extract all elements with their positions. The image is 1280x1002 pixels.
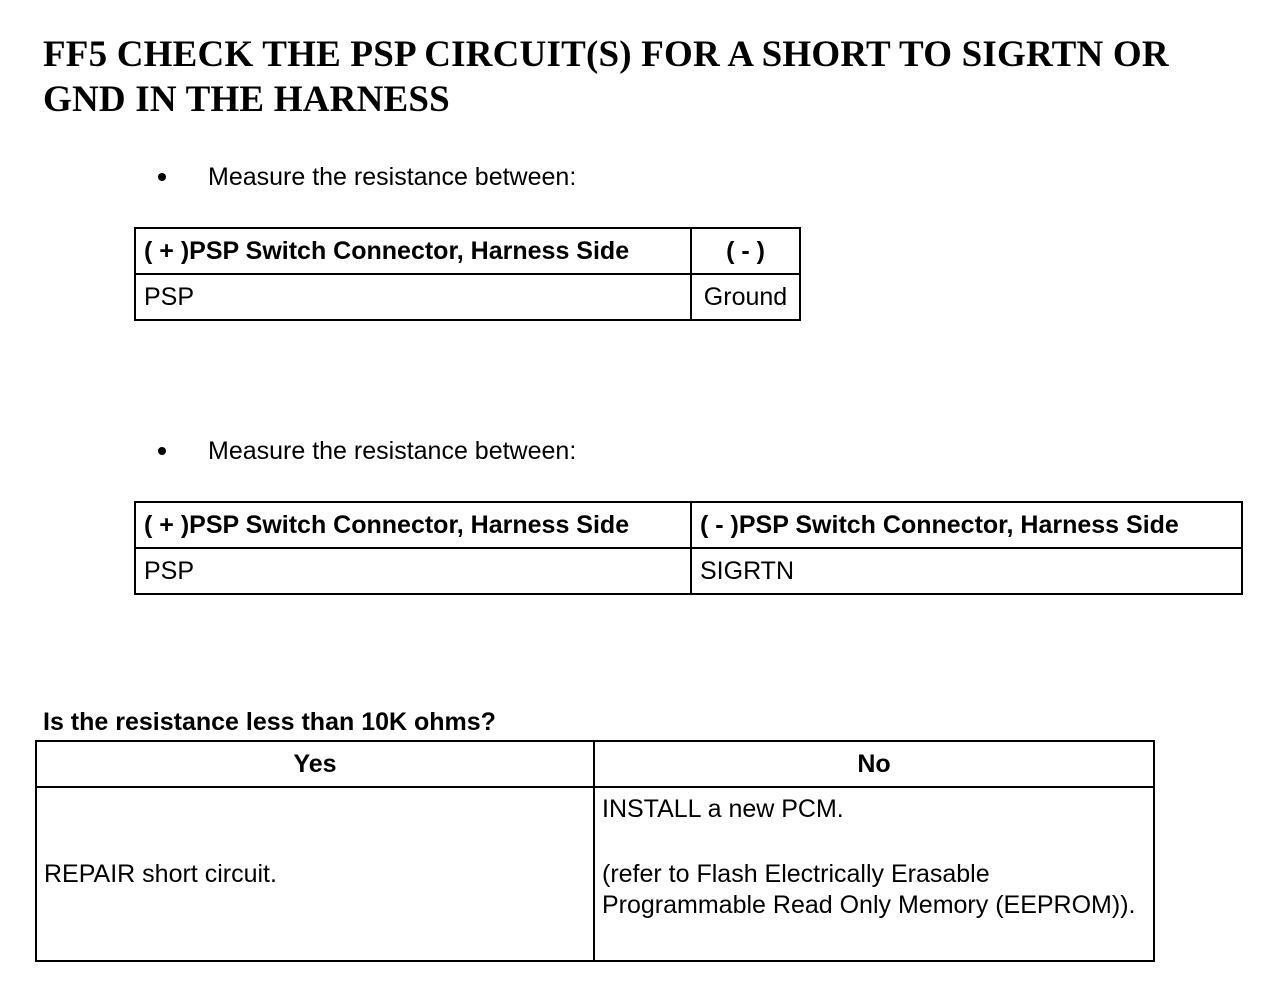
title-line-1: FF5 CHECK THE PSP CIRCUIT(S) FOR A SHORT TO SIGRTN OR (43, 34, 1169, 75)
answer-row (36, 787, 1154, 961)
page-title (43, 32, 1263, 122)
cell-negative: SIGRTN (691, 548, 1242, 594)
column-header-negative: ( - )PSP Switch Connector, Harness Side (691, 502, 1242, 548)
no-header: No (594, 741, 1154, 787)
cell-positive: PSP (135, 274, 691, 320)
no-action-line-1: INSTALL a new PCM. (602, 795, 844, 823)
no-action-reference: (refer to Flash Electrically Erasable Programmable Read Only Memory (EEPROM)). (602, 860, 1136, 919)
answer-header-row (36, 741, 1154, 787)
bullet-icon (158, 447, 166, 455)
cell-positive: PSP (135, 548, 691, 594)
title-line-2: GND IN THE HARNESS (43, 79, 450, 120)
table-header-row (135, 228, 800, 274)
step-1-table (134, 227, 801, 321)
yes-action-text: REPAIR short circuit. (44, 859, 277, 888)
step-2-text: Measure the resistance between: (208, 437, 577, 465)
table-header-row (135, 502, 1242, 548)
step-1-text: Measure the resistance between: (208, 163, 577, 191)
table-row (135, 548, 1242, 594)
no-action (594, 787, 1154, 961)
column-header-positive: ( + )PSP Switch Connector, Harness Side (135, 502, 691, 548)
step-2-table (134, 501, 1243, 595)
bullet-icon (158, 173, 166, 181)
cell-negative: Ground (691, 274, 800, 320)
yes-header: Yes (36, 741, 594, 787)
table-row (135, 274, 800, 320)
question-text: Is the resistance less than 10K ohms? (43, 708, 496, 736)
column-header-positive: ( + )PSP Switch Connector, Harness Side (135, 228, 691, 274)
yes-action (36, 787, 594, 961)
answer-table (35, 740, 1155, 962)
column-header-negative: ( - ) (691, 228, 800, 274)
